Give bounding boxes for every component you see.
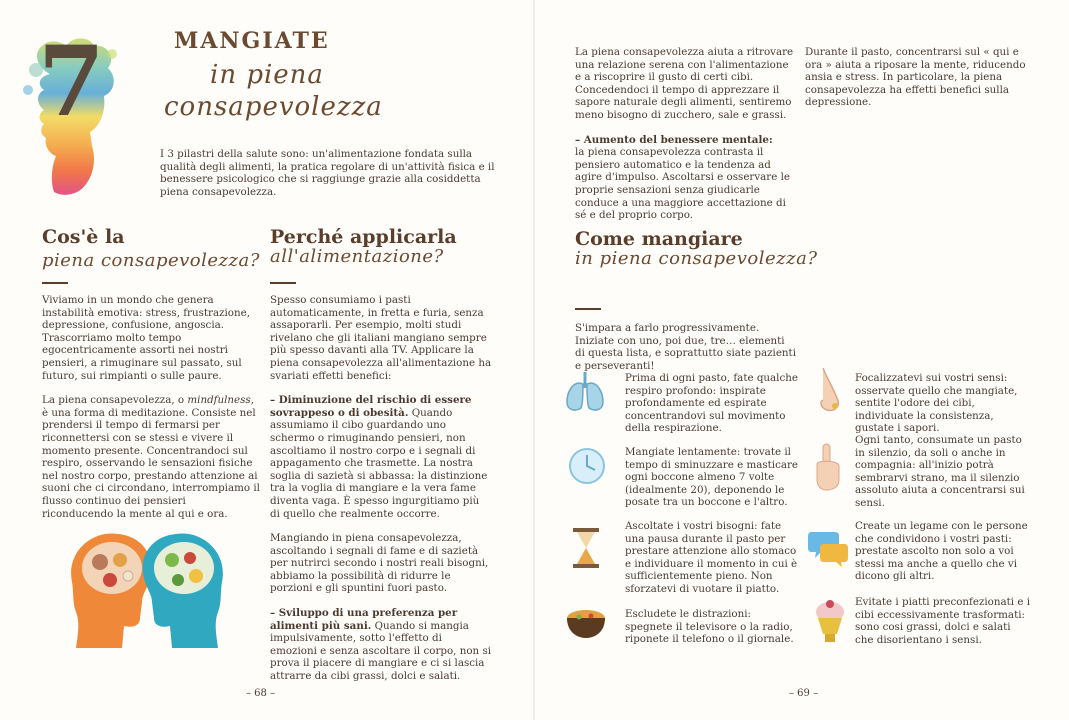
nose-icon xyxy=(811,366,847,416)
page-title-script-line1: in piena xyxy=(210,60,324,90)
section2-paragraph1: Spesso consumiamo i pasti automaticamente, in fretta e furia, senza assaporarli. Per esempio, molti studi rivelano che gli italiani mangiano sempre più spesso davanti alla TV. Applicare la piena consapevolezza all'alimentazione ha svariati effetti benefici: xyxy=(270,294,492,382)
section3-intro: S'impara a farlo progressivamente. Iniziate con uno, poi due, tre… elementi di questa lista, e soprattutto siate pazienti e perseveranti! xyxy=(575,322,796,372)
page-number-left: – 68 – xyxy=(246,688,276,699)
lungs-icon xyxy=(563,368,607,416)
section2-heading-script: all'alimentazione? xyxy=(270,246,444,267)
right-column2-body xyxy=(805,46,1027,109)
section2-paragraph4: – Sviluppo di una preferenza per alimenti più sani. Quando si mangia impulsivamente, sotto l'effetto di emozioni e senza ascoltare il corpo, non si prova il piacere di mangiare e ci si lascia attrarre da cibi grassi, dolci e salati. xyxy=(270,607,492,683)
page-number-right: – 69 – xyxy=(789,688,819,699)
page-title-caps: MANGIATE xyxy=(174,28,330,54)
speech-bubbles-icon xyxy=(807,528,849,568)
section2-divider xyxy=(270,282,296,284)
right-page xyxy=(535,0,1069,720)
hourglass-icon xyxy=(571,526,601,570)
shush-hand-icon xyxy=(811,442,845,492)
section1-body xyxy=(42,294,260,520)
section1-heading: Cos'è la xyxy=(42,226,125,248)
tip-eat-in-silence: Ogni tanto, consumate un pasto in silenzio, da soli o anche in compagnia: all'inizio potrà sembrarvi strano, ma il silenzio assoluto aiuta a concentrarsi sui sensi. xyxy=(855,434,1025,509)
tip-breathing: Prima di ogni pasto, fate qualche respiro profondo: inspirate profondamente ed espirate concentrandovi sul movimento della respirazione. xyxy=(625,372,798,435)
section3-heading-script: in piena consapevolezza? xyxy=(575,248,818,269)
section3-heading: Come mangiare xyxy=(575,228,743,250)
intro-paragraph: I 3 pilastri della salute sono: un'alimentazione fondata sulla qualità degli alimenti, la pratica regolare di un'attività fisica e il benessere psicologico che si raggiunge grazie alla cosiddetta piena consapevolezza. xyxy=(160,148,495,198)
tip-no-distractions: Escludete le distrazioni: spegnete il televisore o la radio, riponete il telefono o il giornale. xyxy=(625,608,794,646)
tip-avoid-processed: Evitate i piatti preconfezionati e i cibi eccessivamente trasformati: sono cosi grassi, dolci e salati che disorientano i sensi. xyxy=(855,596,1031,646)
heads-food-illustration xyxy=(62,522,232,652)
right-column1-body xyxy=(575,46,797,222)
tip-focus-senses: Focalizzatevi sui vostri sensi: osservate quello che mangiate, sentite l'odore dei cibi, individuate la consistenza, gustate i sapori. xyxy=(855,372,1018,435)
left-page xyxy=(0,0,534,720)
right-col1-paragraph1: La piena consapevolezza aiuta a ritrovare una relazione serena con l'alimentazione e a riscoprire il gusto di certi cibi. Concedendoci il tempo di apprezzare il sapore naturale degli alimenti, sentiremo meno bisogno di zucchero, sale e grassi. xyxy=(575,46,794,121)
section2-body xyxy=(270,294,492,683)
section1-paragraph2: La piena consapevolezza, o mindfulness, è una forma di meditazione. Consiste nel prendersi il tempo di fermarsi per riconnettersi con se stessi e vivere il momento presente. Concentrandoci sul respiro, osservando le sensazioni fisiche nel nostro corpo, prestando attenzione ai suoni che ci circondano, interrompiamo il flusso continuo dei pensieri riconducendo la mente al qui e ora. xyxy=(42,394,260,520)
section1-heading-script: piena consapevolezza? xyxy=(42,250,260,271)
page-title-script-line2: consapevolezza xyxy=(164,92,383,122)
section1-paragraph1: Viviamo in un mondo che genera instabilità emotiva: stress, frustrazione, depressione, confusione, angoscia. Trascorriamo molto tempo egocentricamente assorti nei nostri pensieri, a rimuginare sul passato, sul futuro, sui rimpianti o sulle paure. xyxy=(42,294,251,382)
right-col1-paragraph2: – Aumento del benessere mentale: la piena consapevolezza contrasta il pensiero automatico e la tendenza ad agire d'impulso. Ascoltarsi e osservare le proprie sensazioni senza giudicarle conduce a una maggiore accettazione di sé e del proprio corpo. xyxy=(575,133,790,222)
right-col2-paragraph1: Durante il pasto, concentrarsi sul « qui e ora » aiuta a riposare la mente, riducendo ansia e stress. In particolare, la piena consapevolezza ha effetti benefici sulla depressione. xyxy=(805,46,1026,109)
chapter-number: 7 xyxy=(38,25,105,138)
section3-divider xyxy=(575,308,601,310)
section1-divider xyxy=(42,282,68,284)
soup-bowl-icon xyxy=(565,604,607,640)
clock-icon xyxy=(567,446,607,486)
section2-paragraph2: – Diminuzione del rischio di essere sovrappeso o di obesità. Quando assumiamo il cibo guardando uno schermo o rimuginando pensieri, non ascoltiamo il nostro corpo e i segnali di appagamento che trasmette. La nostra soglia di sazietà si abbassa: la distinzione tra la voglia di mangiare e la vera fame diventa vaga. È spesso ingurgitiamo più di quello che realmente occorre. xyxy=(270,394,488,520)
tip-eat-slowly: Mangiate lentamente: trovate il tempo di sminuzzare e masticare ogni boccone almeno 7 volte (idealmente 20), deponendo le posate tra un boccone e l'altro. xyxy=(625,446,799,509)
tip-listen-needs: Ascoltate i vostri bisogni: fate una pausa durante il pasto per prestare attenzione allo stomaco e individuare il momento in cui è sufficientemente pieno. Non sforzatevi di vuotare il piatto. xyxy=(625,520,798,595)
section2-heading: Perché applicarla xyxy=(270,226,457,248)
section2-paragraph3: Mangiando in piena consapevolezza, ascoltando i segnali di fame e di sazietà per nutrirci secondo i nostri reali bisogni, abbiamo la possibilità di ridurre le porzioni e gli spuntini fuori pasto. xyxy=(270,532,489,595)
cupcake-icon xyxy=(813,598,847,644)
tip-connect-people: Create un legame con le persone che condividono i vostri pasti: prestate ascolto non solo a voi stessi ma anche a quello che vi dicono gli altri. xyxy=(855,520,1028,583)
